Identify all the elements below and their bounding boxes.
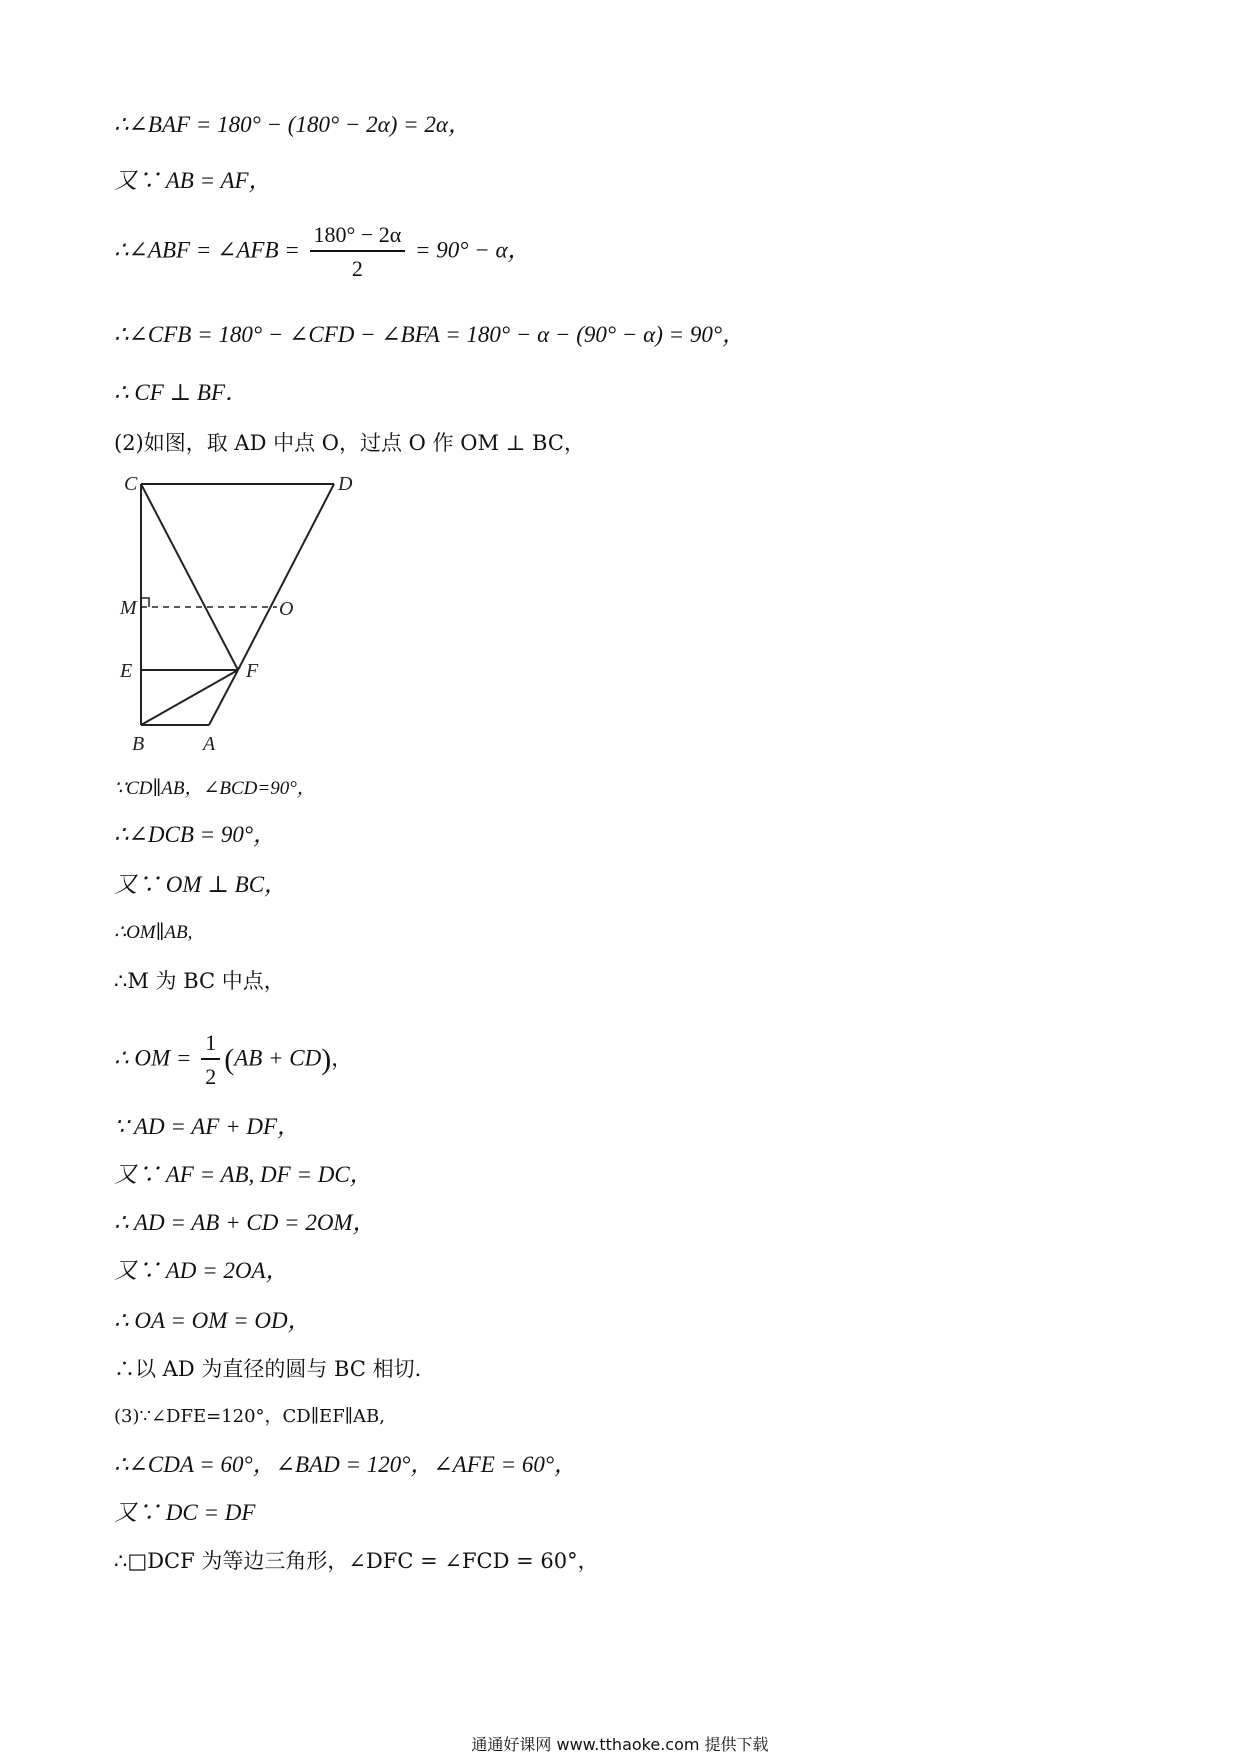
line-af-ab-df-dc: 又∵ AF = AB, DF = DC， (114, 1162, 373, 1187)
line-dcb-90: ∴∠DCB = 90°， (114, 822, 277, 847)
line-part2-intro: (2)如图，取 AD 中点 O，过点 O 作 OM ⊥ BC， (114, 431, 585, 455)
line-om-perp-bc: 又∵ OM ⊥ BC， (114, 872, 288, 897)
line-oa-om-od: ∴ OA = OM = OD， (114, 1308, 311, 1333)
geometry-figure (112, 470, 372, 760)
label-e: E (120, 660, 133, 682)
line-baf: ∴∠BAF = 180° − (180° − 2α) = 2α， (114, 112, 471, 137)
line-dc-eq-df: 又∵ DC = DF (114, 1500, 256, 1525)
line-equilateral: ∴□DCF 为等边三角形，∠DFC = ∠FCD = 60°， (114, 1549, 599, 1573)
fraction: $\frac{180^\circ - 2\alpha}{2}$ (310, 222, 406, 282)
line-circle-tangent: ∴以 AD 为直径的圆与 BC 相切． (114, 1357, 436, 1381)
fraction-half: $\frac{1}{2}$ (201, 1030, 220, 1090)
line-angles-60-120: ∴∠CDA = 60°，∠BAD = 120°，∠AFE = 60°， (114, 1452, 578, 1477)
line-ad-2oa: 又∵ AD = 2OA， (114, 1258, 289, 1283)
label-o: O (279, 598, 294, 620)
line-abf-fraction: ∴∠ABF = ∠AFB = $\frac{180^\circ - 2\alpha}{2}$ = 90° − α， (114, 222, 531, 281)
label-f: F (246, 660, 259, 682)
label-c: C (124, 473, 138, 495)
line-om-parallel-ab: ∴OM∥AB, (114, 922, 193, 943)
line-m-midpoint: ∴M 为 BC 中点， (114, 969, 285, 993)
segment-cf (141, 484, 238, 670)
line-cd-parallel-ab: ∵CD∥AB，∠BCD=90°， (114, 778, 316, 799)
segment-df (238, 484, 334, 670)
label-a: A (203, 733, 216, 755)
line-ab-eq-af: 又∵ AB = AF， (114, 168, 272, 193)
line-om-half: ∴ OM = $\frac{1}{2}$ (AB + CD)， (114, 1030, 353, 1089)
right-angle-mark (141, 598, 149, 607)
line-ad-2om: ∴ AD = AB + CD = 2OM， (114, 1210, 376, 1235)
line-cf-perp-bf: ∴ CF ⊥ BF． (114, 380, 249, 405)
line-cfb: ∴∠CFB = 180° − ∠CFD − ∠BFA = 180° − α − (90° − α) = 90°， (114, 322, 746, 347)
label-b: B (132, 733, 145, 755)
label-d: D (338, 473, 353, 495)
line-ad-sum: ∵ AD = AF + DF， (114, 1114, 301, 1139)
footer-credit: 通通好课网 www.tthaoke.com 提供下载 (471, 1735, 769, 1754)
label-m: M (120, 597, 137, 619)
line-part3-intro: (3)∵∠DFE=120°，CD∥EF∥AB, (114, 1406, 385, 1427)
